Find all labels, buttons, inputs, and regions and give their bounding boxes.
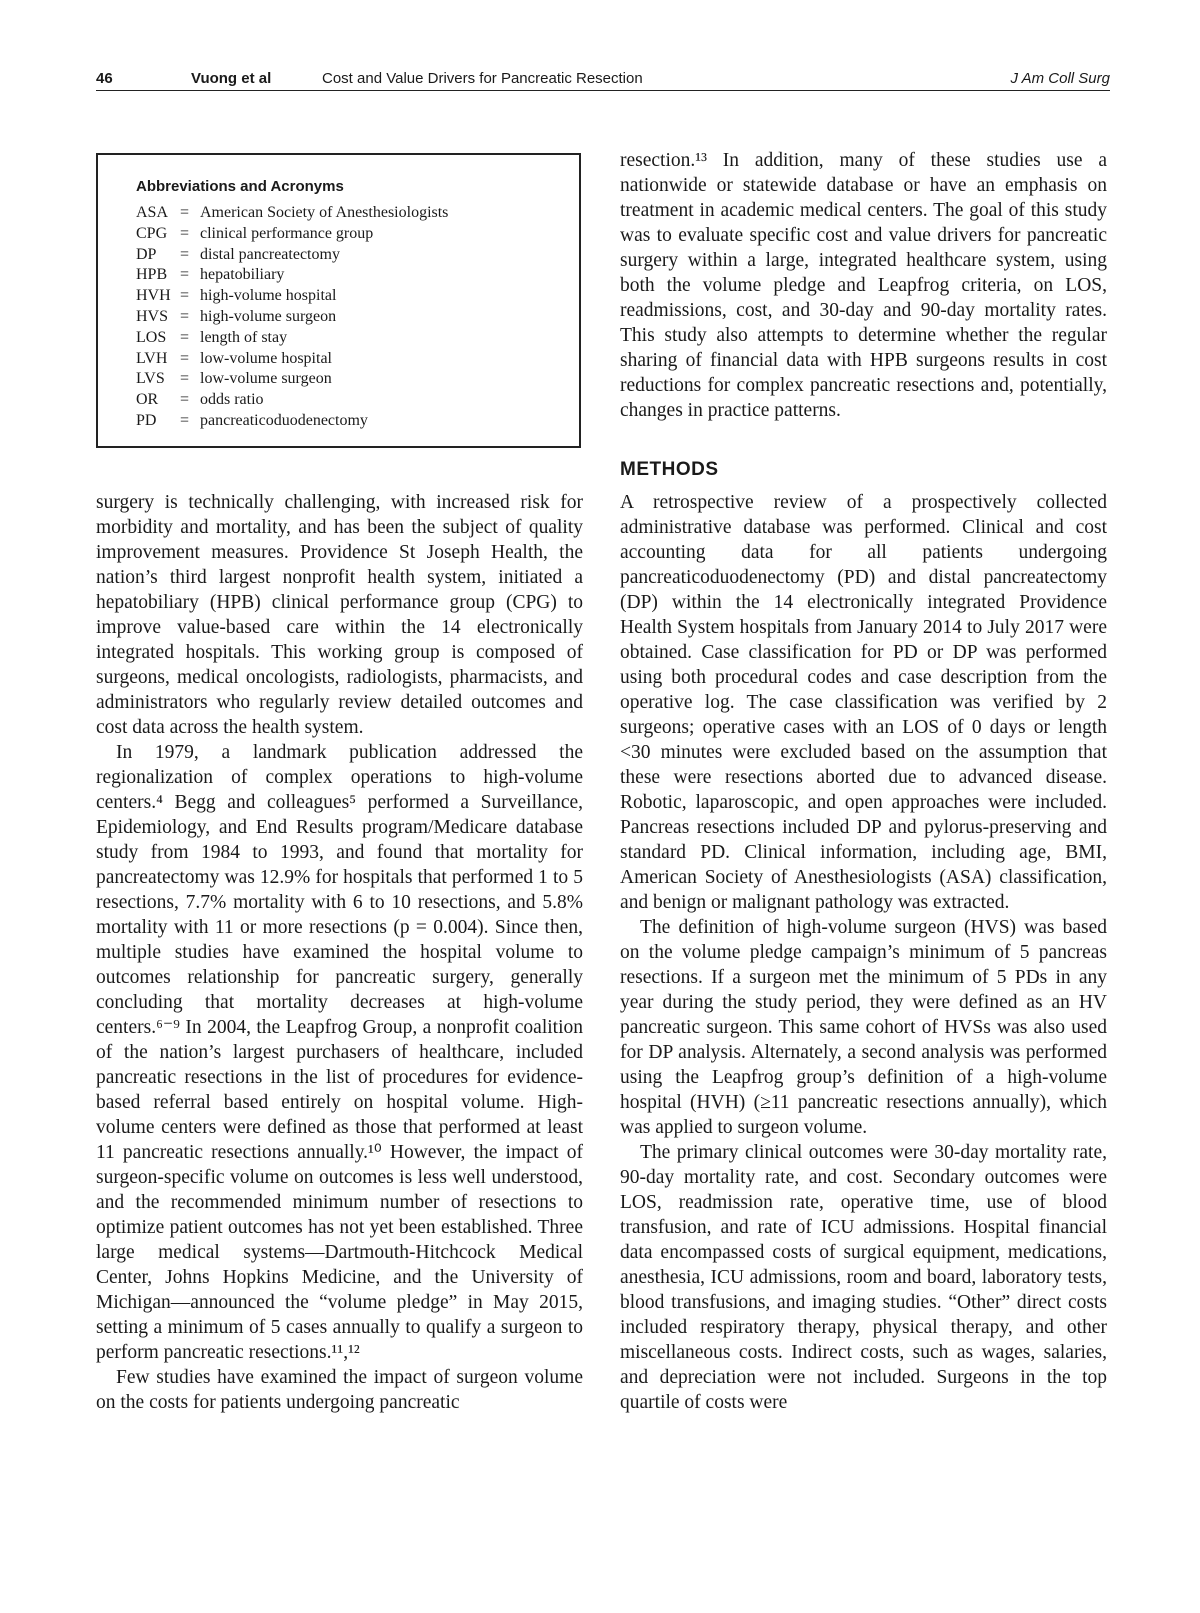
abbreviation-key: LVH — [136, 349, 168, 367]
abbreviation-value: high-volume hospital — [200, 287, 337, 305]
methods-section — [620, 490, 1107, 1415]
abbreviation-value: low-volume surgeon — [200, 370, 332, 388]
abbreviation-row: DP = distal pancreatectomy — [136, 245, 448, 266]
abbreviation-key: ASA — [136, 204, 169, 221]
abbreviation-row: LVS = low-volume surgeon — [136, 369, 448, 390]
abbreviation-value: American Society of Anesthesiologists — [200, 204, 449, 221]
abbreviations-title: Abbreviations and Acronyms — [136, 178, 344, 195]
abbreviation-row: LOS = length of stay — [136, 328, 448, 349]
body-paragraph: Few studies have examined the impact of surgeon volume on the costs for patients undergoing pancreatic — [96, 1367, 583, 1413]
abbreviation-row: HVS = high-volume surgeon — [136, 307, 448, 328]
abbreviation-row: PD = pancreaticoduodenectomy — [136, 411, 448, 432]
abbreviation-value: high-volume surgeon — [200, 307, 337, 325]
abbreviation-row: HPB = hepatobiliary — [136, 265, 448, 286]
abbreviation-row: HVH = high-volume hospital — [136, 286, 448, 307]
abbreviation-row: OR = odds ratio — [136, 390, 448, 411]
abbreviation-key: LOS — [136, 328, 167, 346]
abbreviation-value: odds ratio — [200, 391, 264, 409]
abbreviations-box — [96, 153, 581, 448]
page-number: 46 — [96, 70, 113, 87]
journal-name: J Am Coll Surg — [1010, 70, 1110, 87]
abbreviation-value: clinical performance group — [200, 224, 374, 242]
abbreviation-value: low-volume hospital — [200, 349, 332, 367]
abbreviation-value: distal pancreatectomy — [200, 245, 340, 263]
abbreviation-row: ASA = American Society of Anesthesiologists — [136, 203, 448, 224]
left-column — [96, 490, 583, 1415]
abbreviation-key: HVH — [136, 287, 171, 305]
right-column-intro — [620, 148, 1107, 423]
abbreviation-key: PD — [136, 411, 157, 429]
abbreviation-key: DP — [136, 245, 157, 263]
abbreviation-row: LVH = low-volume hospital — [136, 349, 448, 370]
abbreviation-value: pancreaticoduodenectomy — [200, 411, 368, 429]
body-paragraph: resection.¹³ In addition, many of these studies use a nationwide or statewide database or have an emphasis on treatment in academic medical centers. The goal of this study was to evaluate specific cost and value drivers for pancreatic surgery within a large, integrated healthcare system, using both the volume pledge and Leapfrog criteria, on LOS, readmissions, cost, and 30-day and 90-day mortality rates. This study also attempts to determine whether the regular sharing of financial data with HPB surgeons results in cost reductions for complex pancreatic resections and, potentially, changes in practice patterns. — [620, 150, 1107, 421]
body-paragraph: In 1979, a landmark publication addressed the regionalization of complex operations to high-volume centers.⁴ Begg and colleagues⁵ performed a Surveillance, Epidemiology, and End Results program/Medicare database study from 1984 to 1993, and found that mortality for pancreatectomy was 12.9% for hospitals that performed 1 to 5 resections, 7.7% mortality with 6 to 10 resections, and 5.8% mortality with 11 or more resections (p = 0.004). Since then, multiple studies have examined the hospital volume to outcomes relationship for pancreatic surgery, generally concluding that mortality decreases at high-volume centers.⁶⁻⁹ In 2004, the Leapfrog Group, a nonprofit coalition of the nation’s largest purchasers of healthcare, included pancreatic resections in the list of procedures for evidence-based referral based entirely on hospital volume. High-volume centers were defined as those that performed at least 11 pancreatic resections annually.¹⁰ However, the impact of surgeon-specific volume on outcomes is less well understood, and the recommended minimum number of resections to optimize patient outcomes has not yet been established. Three large medical systems—Dartmouth-Hitchcock Medical Center, Johns Hopkins Medicine, and the University of Michigan—announced the “volume pledge” in May 2015, setting a minimum of 5 cases annually to qualify a surgeon to perform pancreatic resections.¹¹,¹² — [96, 742, 583, 1363]
abbreviation-value: length of stay — [200, 328, 288, 346]
abbreviation-row: CPG = clinical performance group — [136, 224, 448, 245]
abbreviation-key: LVS — [136, 370, 165, 388]
abbreviation-key: HPB — [136, 266, 168, 284]
abbreviations-list — [136, 203, 448, 432]
abbreviation-key: HVS — [136, 307, 169, 325]
methods-heading: METHODS — [620, 459, 719, 480]
abbreviation-key: CPG — [136, 224, 168, 242]
running-title: Cost and Value Drivers for Pancreatic Resection — [322, 70, 643, 87]
body-paragraph: The primary clinical outcomes were 30-day mortality rate, 90-day mortality rate, and cost. Secondary outcomes were LOS, readmission rate, operative time, use of blood transfusion, and rate of ICU admissions. Hospital financial data encompassed costs of surgical equipment, medications, anesthesia, ICU admissions, room and board, laboratory tests, blood transfusions, and imaging studies. “Other” direct costs included respiratory therapy, physical therapy, and other miscellaneous costs. Indirect costs, such as wages, salaries, and depreciation were not included. Surgeons in the top quartile of costs were — [620, 1142, 1107, 1413]
body-paragraph: surgery is technically challenging, with increased risk for morbidity and mortality, and has been the subject of quality improvement measures. Providence St Joseph Health, the nation’s third largest nonprofit health system, initiated a hepatobiliary (HPB) clinical performance group (CPG) to improve value-based care within the 14 electronically integrated hospitals. This working group is composed of surgeons, medical oncologists, radiologists, pharmacists, and administrators who regularly review detailed outcomes and cost data across the health system. — [96, 492, 583, 738]
body-paragraph: A retrospective review of a prospectively collected administrative database was performed. Clinical and cost accounting data for all patients undergoing pancreaticoduodenectomy (PD) and distal pancreatectomy (DP) within the 14 electronically integrated Providence Health System hospitals from January 2014 to July 2017 were obtained. Case classification for PD or DP was performed using both procedural codes and case description from the operative log. The case classification was verified by 2 surgeons; operative cases with an LOS of 0 days or length <30 minutes were excluded based on the assumption that these were resections aborted due to advanced disease. Robotic, laparoscopic, and open approaches were included. Pancreas resections included DP and pylorus-preserving and standard PD. Clinical information, including age, BMI, American Society of Anesthesiologists (ASA) classification, and benign or malignant pathology was extracted. — [620, 492, 1107, 913]
abbreviation-value: hepatobiliary — [200, 266, 285, 284]
running-authors: Vuong et al — [191, 70, 272, 87]
running-header — [96, 68, 1110, 91]
abbreviation-key: OR — [136, 391, 159, 409]
body-paragraph: The definition of high-volume surgeon (HVS) was based on the volume pledge campaign’s minimum of 5 pancreas resections. If a surgeon met the minimum of 5 PDs in any year during the study period, they were defined as an HV pancreatic surgeon. This same cohort of HVSs was also used for DP analysis. Alternately, a second analysis was performed using the Leapfrog group’s definition of a high-volume hospital (HVH) (≥11 pancreatic resections annually), which was applied to surgeon volume. — [620, 917, 1107, 1138]
